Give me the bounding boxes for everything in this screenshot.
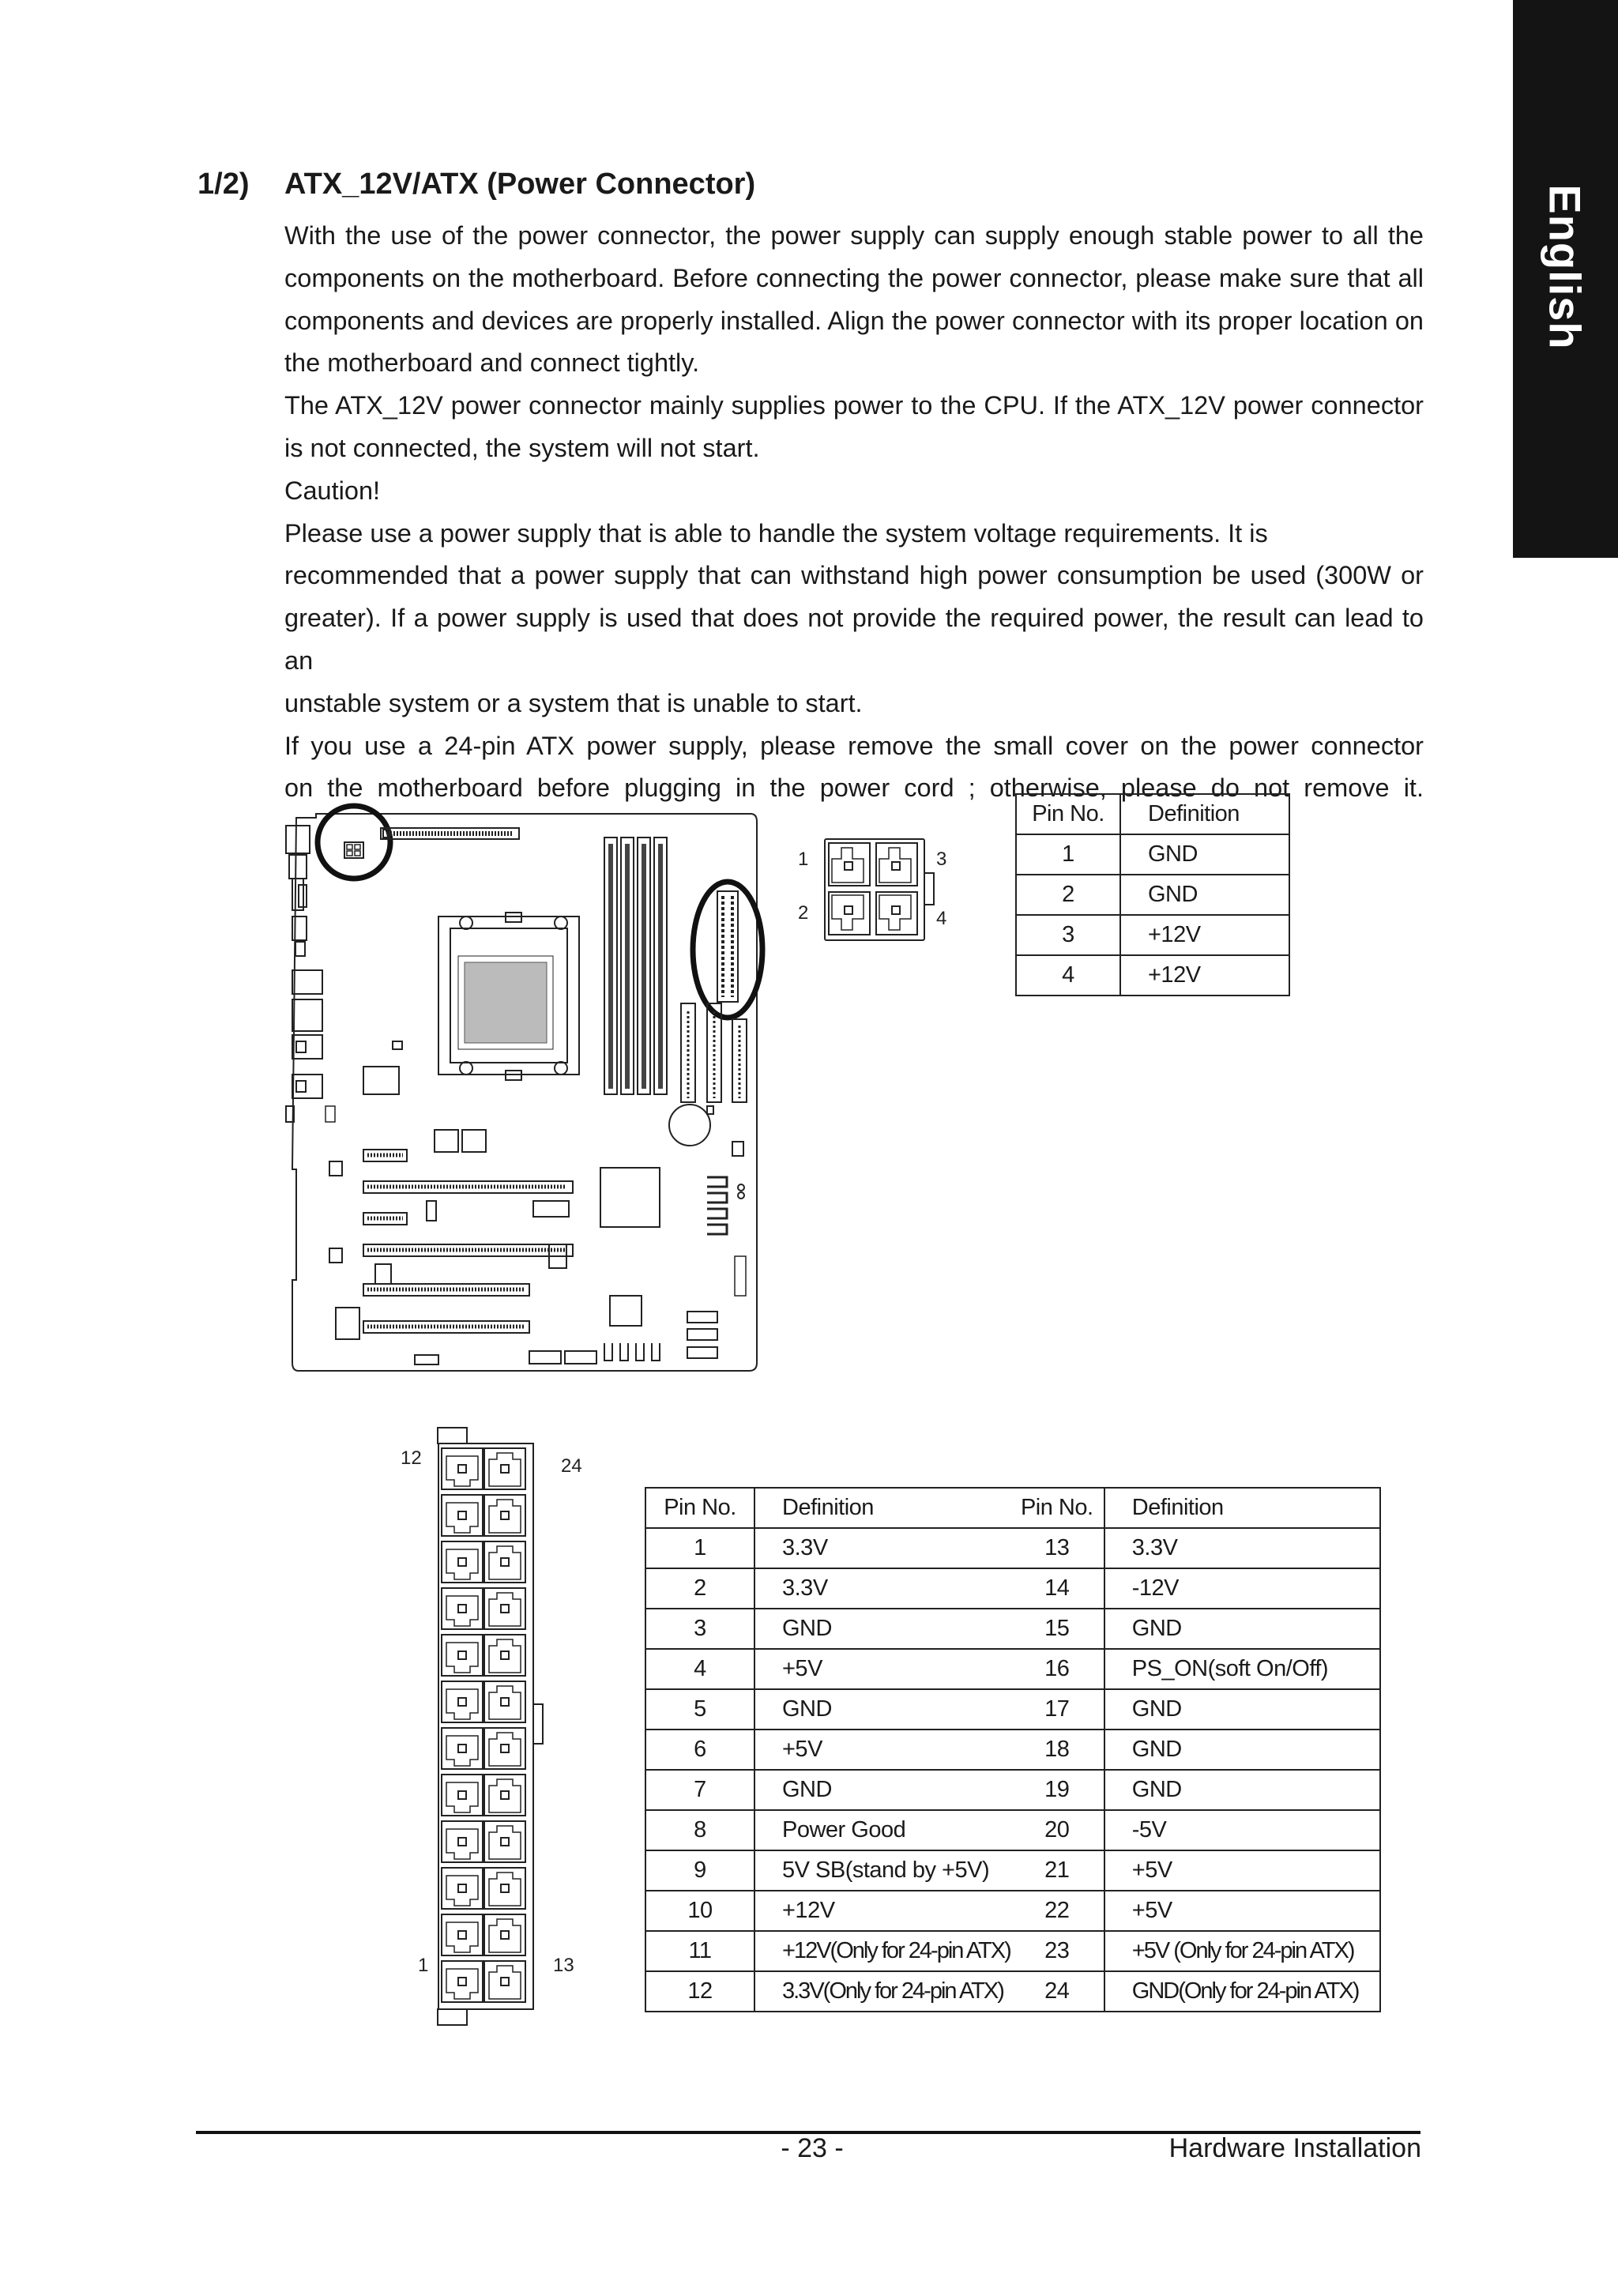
column-header: Pin No. bbox=[645, 1488, 754, 1528]
pin-number: 5 bbox=[645, 1689, 754, 1730]
table-row bbox=[1016, 834, 1289, 875]
section-title: ATX_12V/ATX (Power Connector) bbox=[284, 167, 756, 201]
pin-number: 24 bbox=[1010, 1971, 1104, 2012]
pin-label-1: 1 bbox=[418, 1955, 429, 1976]
pin-definition: -12V bbox=[1104, 1568, 1380, 1609]
pin-number: 8 bbox=[645, 1810, 754, 1850]
connector-4pin-diagram bbox=[782, 830, 972, 948]
pin-label-3: 3 bbox=[936, 849, 947, 870]
pin-definition: GND bbox=[754, 1770, 1010, 1810]
pin-number: 2 bbox=[645, 1568, 754, 1609]
pin-definition: +12V bbox=[1120, 915, 1289, 955]
pin-number: 23 bbox=[1010, 1931, 1104, 1971]
text-line: Please use a power supply that is able to handle the system voltage requirements. It is bbox=[284, 518, 1268, 548]
language-tab-label: English bbox=[1540, 184, 1590, 350]
pin-definition: +12V bbox=[1120, 955, 1289, 996]
pin-definition: +12V bbox=[754, 1891, 1010, 1931]
pin-number: 1 bbox=[645, 1528, 754, 1568]
body-text bbox=[284, 215, 1424, 810]
pin-number: 13 bbox=[1010, 1528, 1104, 1568]
table-row bbox=[645, 1528, 1380, 1568]
table-row bbox=[1016, 955, 1289, 996]
pin-definition: 3.3V bbox=[754, 1528, 1010, 1568]
pin-number: 3 bbox=[1016, 915, 1120, 955]
table-row bbox=[645, 1891, 1380, 1931]
table-header-row bbox=[645, 1488, 1380, 1528]
pin-definition: GND(Only for 24-pin ATX) bbox=[1104, 1971, 1380, 2012]
text-line: components and devices are properly installed. Align the power connector with its proper location on bbox=[284, 306, 1424, 335]
pin-definition: Power Good bbox=[754, 1810, 1010, 1850]
pin-label-12: 12 bbox=[401, 1447, 422, 1469]
pin-definition: GND bbox=[754, 1689, 1010, 1730]
pin-number: 4 bbox=[1016, 955, 1120, 996]
text-line: If you use a 24-pin ATX power supply, please remove the small cover on the power connector bbox=[284, 731, 1424, 760]
pin-definition: 5V SB(stand by +5V) bbox=[754, 1850, 1010, 1891]
pin-definition: +5V bbox=[754, 1730, 1010, 1770]
table-row bbox=[645, 1931, 1380, 1971]
table-row bbox=[645, 1609, 1380, 1649]
table-row bbox=[645, 1649, 1380, 1689]
pin-number: 4 bbox=[645, 1649, 754, 1689]
connector-24pin-diagram bbox=[391, 1418, 604, 2034]
pin-definition: GND bbox=[1120, 834, 1289, 875]
pin-definition: 3.3V bbox=[754, 1568, 1010, 1609]
column-header: Definition bbox=[754, 1488, 1010, 1528]
pin-definition: GND bbox=[754, 1609, 1010, 1649]
column-header: Pin No. bbox=[1010, 1488, 1104, 1528]
pin-number: 2 bbox=[1016, 875, 1120, 915]
pin-number: 9 bbox=[645, 1850, 754, 1891]
pin-number: 15 bbox=[1010, 1609, 1104, 1649]
pin-definition: GND bbox=[1104, 1609, 1380, 1649]
table-row bbox=[645, 1971, 1380, 2012]
pin-number: 6 bbox=[645, 1730, 754, 1770]
pin-number: 22 bbox=[1010, 1891, 1104, 1931]
pin-definition: GND bbox=[1104, 1770, 1380, 1810]
paragraph-power-connector bbox=[284, 215, 1424, 385]
pin-definition: GND bbox=[1104, 1689, 1380, 1730]
pin-label-1: 1 bbox=[798, 849, 809, 870]
pin-definition: +5V bbox=[754, 1649, 1010, 1689]
pin-number: 19 bbox=[1010, 1770, 1104, 1810]
table-body bbox=[645, 1528, 1380, 2012]
pin-number: 21 bbox=[1010, 1850, 1104, 1891]
text-line: components on the motherboard. Before connecting the power connector, please make sure that all bbox=[284, 263, 1424, 292]
table-row bbox=[1016, 915, 1289, 955]
pin-definition: +5V bbox=[1104, 1891, 1380, 1931]
table-row bbox=[645, 1770, 1380, 1810]
table-header-row bbox=[1016, 794, 1289, 834]
pin-number: 17 bbox=[1010, 1689, 1104, 1730]
table-row bbox=[645, 1730, 1380, 1770]
pin-definition: -5V bbox=[1104, 1810, 1380, 1850]
caution-label: Caution! bbox=[284, 476, 381, 505]
table-row bbox=[645, 1568, 1380, 1609]
pin-number: 7 bbox=[645, 1770, 754, 1810]
pin-definition: PS_ON(soft On/Off) bbox=[1104, 1649, 1380, 1689]
pin-number: 20 bbox=[1010, 1810, 1104, 1850]
pin-number: 11 bbox=[645, 1931, 754, 1971]
motherboard-diagram bbox=[269, 790, 774, 1391]
table-row bbox=[645, 1689, 1380, 1730]
atx12v-pin-table bbox=[1015, 793, 1290, 996]
atx-24pin-table bbox=[645, 1487, 1381, 2012]
column-header: Pin No. bbox=[1016, 794, 1120, 834]
pin-definition: GND bbox=[1120, 875, 1289, 915]
pin-number: 3 bbox=[645, 1609, 754, 1649]
pin-number: 10 bbox=[645, 1891, 754, 1931]
pin-definition: 3.3V bbox=[1104, 1528, 1380, 1568]
pin-number: 1 bbox=[1016, 834, 1120, 875]
table-row bbox=[645, 1810, 1380, 1850]
pin-label-2: 2 bbox=[798, 902, 809, 924]
column-header: Definition bbox=[1120, 794, 1289, 834]
pin-label-4: 4 bbox=[936, 908, 947, 929]
text-line: recommended that a power supply that can withstand high power consumption be used (300W or bbox=[284, 561, 1424, 590]
column-header: Definition bbox=[1104, 1488, 1380, 1528]
text-line: With the use of the power connector, the power supply can supply enough stable power to all the bbox=[284, 221, 1424, 250]
pin-definition: +5V (Only for 24-pin ATX) bbox=[1104, 1931, 1380, 1971]
pin-definition: 3.3V(Only for 24-pin ATX) bbox=[754, 1971, 1010, 2012]
paragraph-caution bbox=[284, 513, 1424, 725]
text-line: is not connected, the system will not start. bbox=[284, 433, 760, 462]
text-line: greater). If a power supply is used that does not provide the required power, the result can lead to an bbox=[284, 604, 1424, 675]
section-number: 1/2) bbox=[198, 167, 250, 201]
text-line: unstable system or a system that is unable to start. bbox=[284, 688, 863, 717]
text-line: on the motherboard before plugging in the power cord ; otherwise, please do not remove it. bbox=[284, 773, 1424, 803]
table-row bbox=[645, 1850, 1380, 1891]
pin-number: 12 bbox=[645, 1971, 754, 2012]
footer-title: Hardware Installation bbox=[1168, 2133, 1421, 2163]
paragraph-atx12v bbox=[284, 385, 1424, 470]
pin-label-24: 24 bbox=[561, 1455, 582, 1477]
pin-label-13: 13 bbox=[553, 1955, 574, 1976]
text-line: the motherboard and connect tightly. bbox=[284, 348, 700, 378]
pin-number: 18 bbox=[1010, 1730, 1104, 1770]
pin-definition: GND bbox=[1104, 1730, 1380, 1770]
pin-definition: +5V bbox=[1104, 1850, 1380, 1891]
pin-number: 16 bbox=[1010, 1649, 1104, 1689]
table-row bbox=[1016, 875, 1289, 915]
pin-definition: +12V(Only for 24-pin ATX) bbox=[754, 1931, 1010, 1971]
pin-number: 14 bbox=[1010, 1568, 1104, 1609]
text-line: The ATX_12V power connector mainly supplies power to the CPU. If the ATX_12V power connector bbox=[284, 391, 1424, 420]
